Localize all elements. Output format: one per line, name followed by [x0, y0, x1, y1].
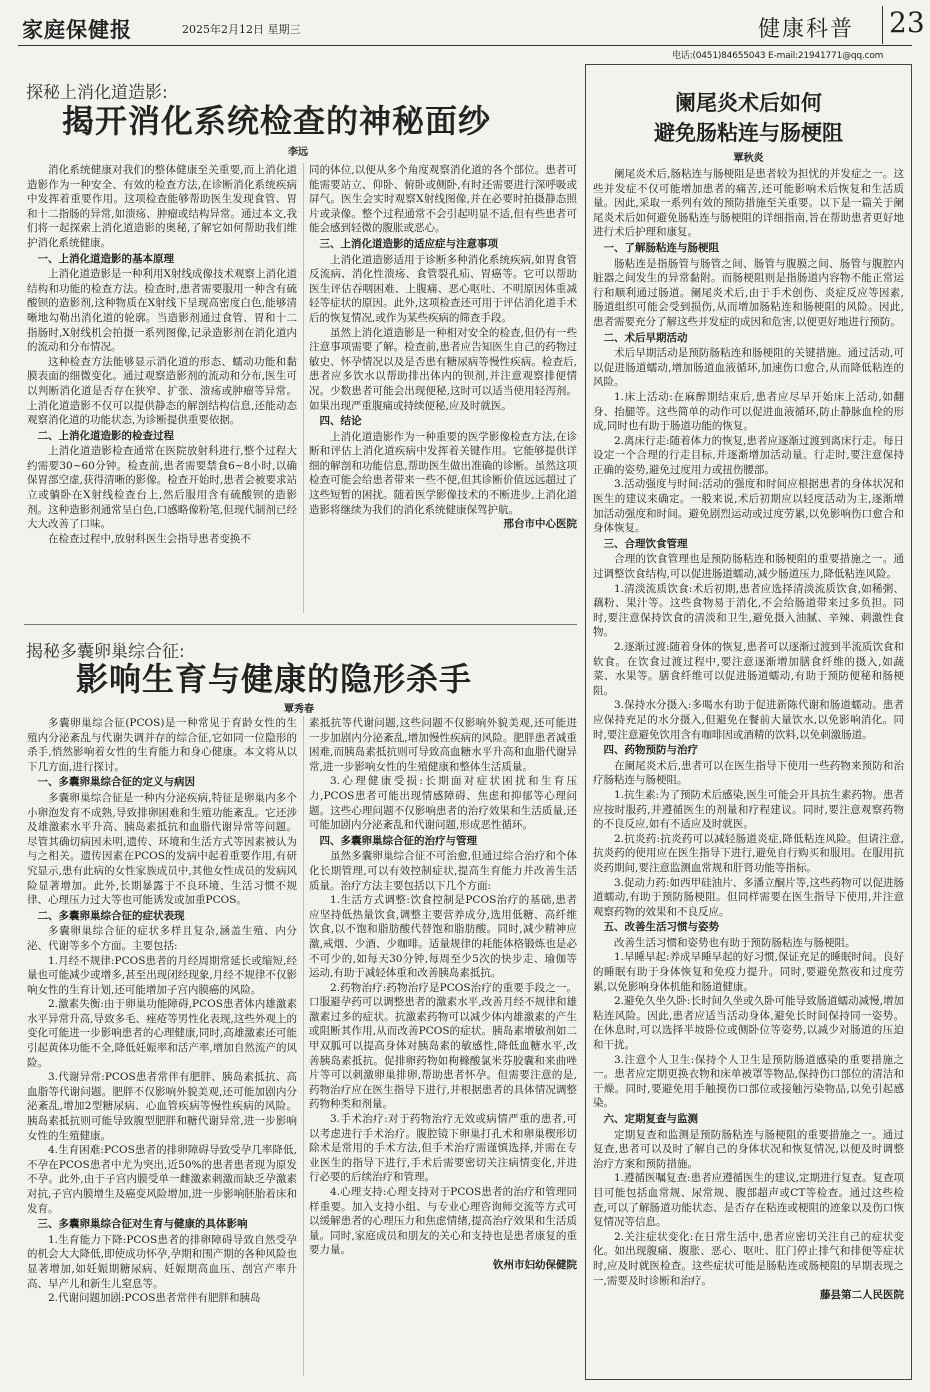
article3-title-line1: 阑尾炎术后如何 — [675, 90, 822, 115]
source-hospital: 藤县第二人民医院 — [820, 1289, 904, 1302]
paragraph: 虽然上消化道造影是一种相对安全的检查,但仍有一些注意事项需要了解。检查前,患者应告知医生自己的药物过敏史、怀孕情况以及是否患有糖尿病等慢性疾病。检查后,患者应多饮水以帮助排出体内的钡剂,并注意观察排便情况。少数患者可能会出现便秘,这时可以适当使用轻泻剂。如果出现严重腹痛或持续便秘,应及时就医。 — [309, 326, 577, 412]
paragraph: 上消化道造影是一种利用X射线成像技术观察上消化道结构和功能的检查方法。检查时,患者需要服用一种含有硫酸钡的造影剂,这种物质在X射线下呈现高密度白色,能够清晰地勾勒出消化道的轮廓。当造影剂通过食管、胃和十二指肠时,X射线机会拍摄一系列图像,记录造影剂在消化道内的流动和分布情况。 — [27, 268, 297, 354]
contact-info: 电话:(0451)84655043 E-mail:21941771@qq.com — [672, 51, 884, 61]
source-hospital: 邢台市中心医院 — [503, 518, 577, 531]
paragraph: 1.清淡流质饮食:术后初期,患者应选择清淡流质饮食,如稀粥、藕粉、果汁等。这些食物易于消化,不会给肠道带来过多负担。同时,要注意保持饮食的清淡和卫生,避免摄入油腻、辛辣、刺激性食物。 — [593, 582, 904, 639]
subheading: 一、了解肠粘连与肠梗阻 — [603, 241, 719, 254]
newspaper-name: 家庭保健报 — [22, 17, 132, 42]
paragraph: 3.促动力药:如西甲硅油片、多潘立酮片等,这些药物可以促进肠道蠕动,有助于预防肠梗阻。但同样需要在医生指导下使用,并注意观察药物的效果和不良反应。 — [593, 876, 904, 918]
paragraph: 3.活动强度与时间:活动的强度和时间应根据患者的身体状况和医生的建议来确定。一般来说,术后初期应以轻度活动为主,逐渐增加活动强度和时间。避免剧烈运动或过度劳累,以免影响伤口愈合和身体恢复。 — [593, 478, 904, 535]
subheading: 三、多囊卵巢综合征对生育与健康的具体影响 — [37, 1218, 248, 1231]
paragraph: 1.遵循医嘱复查:患者应遵循医生的建议,定期进行复查。复查项目可能包括血常规、尿常规、腹部超声或CT等检查。通过这些检查,可以了解肠道功能状态、是否存在粘连或梗阻的迹象以及伤口恢复情况等信息。 — [593, 1172, 904, 1229]
article1-author: 李远 — [288, 147, 308, 158]
paragraph: 素抵抗等代谢问题,这些问题不仅影响外貌美观,还可能进一步加剧内分泌紊乱,增加慢性疾病的风险。肥胖患者减重困难,而胰岛素抵抗则可导致高血糖水平升高和血脂代谢异常,进一步影响女性的生殖健康和整体生活质量。 — [309, 717, 577, 773]
article3-box — [585, 64, 912, 1380]
paragraph: 2.关注症状变化:在日常生活中,患者应密切关注自己的症状变化。如出现腹痛、腹胀、恶心、呕吐、肛门停止排气和排便等症状时,应及时就医检查。这些症状可能是肠粘连或肠梗阻的早期表现之一,需要及时诊断和治疗。 — [593, 1230, 904, 1287]
paragraph: 1.生育能力下降:PCOS患者的排卵障碍导致自然受孕的机会大大降低,即使成功怀孕,孕期和围产期的各种风险也显著增加,如妊娠期糖尿病、妊娠期高血压、剖宫产率升高、早产儿和新生儿窒息等。 — [27, 1233, 297, 1290]
paragraph: 改善生活习惯和姿势也有助于预防肠粘连与肠梗阻。 — [614, 936, 856, 949]
subheading: 三、合理饮食管理 — [603, 537, 688, 550]
paragraph: 2.离床行走:随着体力的恢复,患者应逐渐过渡到离床行走。每日设定一个合理的行走目标,并逐渐增加活动量。行走时,要注意保持正确的姿势,避免过度用力或扭伤腰部。 — [593, 434, 904, 476]
article2-column-1 — [27, 716, 297, 1376]
paragraph: 2.抗炎药:抗炎药可以减轻肠道炎症,降低粘连风险。但请注意,抗炎药的使用应在医生指导下进行,避免自行购买和服用。在服用抗炎药期间,要注意监测血常规和肝肾功能等指标。 — [593, 832, 904, 874]
paragraph: 2.代谢问题加剧:PCOS患者常伴有肥胖和胰岛 — [48, 1292, 261, 1305]
page-number: 23 — [882, 6, 925, 44]
paragraph: 1.早睡早起:养成早睡早起的好习惯,保证充足的睡眠时间。良好的睡眠有助于身体恢复和免疫力提升。同时,要避免熬夜和过度劳累,以免影响身体机能和肠道健康。 — [593, 951, 904, 993]
article-divider — [24, 624, 577, 625]
paragraph: 3.心理健康受损:长期面对症状困扰和生育压力,PCOS患者可能出现情感障碍、焦虑和抑郁等心理问题。这些心理问题不仅影响患者的治疗效果和生活质量,还可能加剧内分泌紊乱和代谢问题,形成恶性循环。 — [309, 775, 577, 832]
subheading: 一、多囊卵巢综合征的定义与病因 — [37, 776, 195, 789]
article2-column-2 — [309, 716, 577, 1376]
subheading: 二、上消化道造影的检查过程 — [37, 429, 174, 442]
column-divider — [303, 163, 304, 613]
paragraph: 术后早期活动是预防肠粘连和肠梗阻的关键措施。通过活动,可以促进肠道蠕动,增加肠道血液循环,加速伤口愈合,从而降低粘连的风险。 — [593, 347, 904, 389]
subheading: 二、多囊卵巢综合征的症状表现 — [37, 909, 185, 922]
subheading: 三、上消化道造影的适应症与注意事项 — [319, 237, 498, 250]
paragraph: 2.避免久坐久卧:长时间久坐或久卧可能导致肠道蠕动减慢,增加粘连风险。因此,患者应适当活动身体,避免长时间保持同一姿势。在休息时,可以选择半坡卧位或侧卧位等姿势,以减少对肠道的压迫和干扰。 — [593, 995, 904, 1052]
article1-column-1 — [27, 163, 297, 613]
paragraph: 阑尾炎术后,肠粘连与肠梗阻是患者较为担忧的并发症之一。这些并发症不仅可能增加患者的痛苦,还可能影响术后恢复和生活质量。因此,采取一系列有效的预防措施至关重要。以下是一篇关于阑尾炎术后如何避免肠粘连与肠梗阻的详细指南,旨在帮助患者更好地进行术后护理和康复。 — [593, 168, 904, 239]
paragraph: 消化系统健康对我们的整体健康至关重要,而上消化道造影作为一种安全、有效的检查方法,在诊断消化系统疾病中发挥着重要作用。这项检查能够帮助医生发现食管、胃和十二指肠的异常,如溃疡、肿瘤或结构异常。通过本文,我们将一起探索上消化道造影的奥秘,了解它如何帮助我们维护消化系统健康。 — [27, 164, 297, 249]
article1-kicker: 探秘上消化道造影: — [26, 83, 168, 103]
paragraph: 1.生活方式调整:饮食控制是PCOS治疗的基础,患者应坚持低热量饮食,调整主要营养成分,选用低糖、高纤维饮食,以不饱和脂肪酸代替饱和脂肪酸。同时,减少精神应激,戒烟、少酒、少咖啡。适量规律的耗能体格锻炼也是必不可少的,如每天30分钟,每周至少5次的快步走、瑜伽等运动,有助于减轻体重和改善胰岛素抵抗。 — [309, 894, 577, 980]
paragraph: 多囊卵巢综合征(PCOS)是一种常见于育龄女性的生殖内分泌紊乱与代谢失调并存的综合征,它如同一位隐形的杀手,悄然影响着女性的生育能力和身心健康。本文将从以下几方面,进行探讨。 — [27, 717, 297, 773]
article3-body — [593, 167, 904, 1373]
paragraph: 4.心理支持:心理支持对于PCOS患者的治疗和管理同样重要。加入支持小组、与专业心理咨询师交流等方式可以缓解患者的心理压力和焦虑情绪,提高治疗效果和生活质量。同时,家庭成员和朋友的关心和支持也是患者康复的重要力量。 — [309, 1186, 577, 1257]
paragraph: 3.保持水分摄入:多喝水有助于促进新陈代谢和肠道蠕动。患者应保持充足的水分摄入,但避免在餐前大量饮水,以免影响消化。同时,要注意避免饮用含有咖啡因或酒精的饮料,以免刺激肠道。 — [593, 699, 904, 741]
paragraph: 肠粘连是指肠管与肠管之间、肠管与腹膜之间、肠管与腹腔内脏器之间发生的异常黏附。而肠梗阻则是指肠道内容物不能正常运行和顺利通过肠道。阑尾炎术后,由于手术创伤、炎症反应等因素,肠道组织可能会受到损伤,从而增加肠粘连和肠梗阻的风险。因此,患者需要充分了解这些并发症的成因和危害,以便更好地进行预防。 — [593, 257, 904, 328]
paragraph: 3.代谢异常:PCOS患者常伴有肥胖、胰岛素抵抗、高血脂等代谢问题。肥胖不仅影响外貌美观,还可能加剧内分泌紊乱,增加2型糖尿病、心血管疾病等慢性疾病的风险。胰岛素抵抗则可能导致腹型肥胖和糖代谢异常,进一步影响女性的生殖健康。 — [27, 1071, 297, 1142]
paragraph: 同的体位,以便从多个角度观察消化道的各个部位。患者可能需要站立、仰卧、俯卧或侧卧,有时还需要进行深呼吸或屏气。医生会实时观察X射线图像,并在必要时拍摄静态照片或录像。整个过程通常不会引起明显不适,但有些患者可能会感到轻微的腹胀或恶心。 — [309, 164, 577, 235]
subheading: 二、术后早期活动 — [603, 331, 688, 344]
issue-date: 2025年2月12日 星期三 — [182, 23, 301, 36]
paragraph: 4.生育困难:PCOS患者的排卵障碍导致受孕几率降低,不孕在PCOS患者中尤为突出,近50%的患者患者现为原发不孕。此外,由于子宫内膜受单一雌激素刺激而缺乏孕激素对抗,子宫内膜增生及癌变风险增加,进一步影响胚胎着床和发育。 — [27, 1144, 297, 1215]
article1-headline: 揭开消化系统检查的神秘面纱 — [62, 102, 492, 140]
paragraph: 3.手术治疗:对于药物治疗无效或病情严重的患者,可以考虑进行手术治疗。腹腔镜下卵巢打孔术和卵巢楔形切除术是常用的手术方法,但手术治疗需谨慎选择,并需在专业医生的指导下进行,手术后需要密切关注病情变化,并进行必要的后续治疗和管理。 — [309, 1113, 577, 1184]
paragraph: 上消化道造影检查通常在医院放射科进行,整个过程大约需要30~60分钟。检查前,患者需要禁食6~8小时,以确保胃部空虚,获得清晰的影像。检查开始时,患者会被要求站立或躺卧在X射线检查台上,然后服用含有硫酸钡的造影剂。这种造影剂通常呈白色,口感略像粉笔,但现代制剂已经大大改善了口味。 — [27, 445, 297, 531]
paragraph: 1.月经不规律:PCOS患者的月经周期常延长或缩短,经量也可能减少或增多,甚至出现闭经现象,月经不规律不仅影响女性的生育计划,还可能增加子宫内膜癌的风险。 — [27, 954, 297, 996]
source-hospital: 钦州市妇幼保健院 — [493, 1258, 577, 1271]
paragraph: 上消化道造影适用于诊断多种消化系统疾病,如胃食管反流病、消化性溃疡、食管裂孔疝、胃癌等。它可以帮助医生评估吞咽困难、上腹痛、恶心呕吐、不明原因体重减轻等症状的原因。此外,这项检查还可用于评估消化道手术后的恢复情况,或作为某些疾病的筛查手段。 — [309, 253, 577, 324]
paragraph: 虽然多囊卵巢综合征不可治愈,但通过综合治疗和个体化长期管理,可以有效控制症状,提高生育能力并改善生活质量。治疗方法主要包括以下几个方面: — [309, 850, 577, 892]
paragraph: 合理的饮食管理也是预防肠粘连和肠梗阻的重要措施之一。通过调整饮食结构,可以促进肠道蠕动,减少肠道压力,降低粘连风险。 — [593, 553, 904, 581]
paragraph: 1.抗生素:为了预防术后感染,医生可能会开具抗生素药物。患者应按时服药,并遵循医生的剂量和疗程建议。同时,要注意观察药物的不良反应,如有不适应及时就医。 — [593, 788, 904, 831]
paragraph: 3.注意个人卫生:保持个人卫生是预防肠道感染的重要措施之一。患者应定期更换衣物和床单被罩等物品,保持伤口部位的清洁和干燥。同时,要避免用手触摸伤口部位或接触污染物品,以免引起感染。 — [593, 1053, 904, 1110]
paragraph: 2.药物治疗:药物治疗是PCOS治疗的重要手段之一。口服避孕药可以调整患者的激素水平,改善月经不规律和雄激素过多的症状。抗激素药物可以减少体内雄激素的产生或阻断其作用,从而改善PCOS的症状。胰岛素增敏剂如二甲双胍可以提高身体对胰岛素的敏感性,降低血糖水平,改善胰岛素抵抗。促排卵药物如枸橼酸氯米芬胶囊和来曲唑片等可以刺激卵巢排卵,帮助患者怀孕。但需要注意的是,药物治疗应在医生指导下进行,并根据患者的具体情况调整药物种类和剂量。 — [309, 981, 577, 1111]
paragraph: 多囊卵巢综合征是一种内分泌疾病,特征是卵巢内多个小卵泡发育不成熟,导致排卵困难和生殖功能紊乱。它还涉及雄激素水平升高、胰岛素抵抗和血脂代谢异常等问题。尽管其确切病因未明,遗传、环境和生活方式等因素被认为与之相关。遗传因素在PCOS的发病中起着重要作用,有研究显示,患有此病的女性家族成员中,其他女性成员的发病风险显著增加。此外,长期暴露于不良环境、生活习惯不规律、心理压力过大等也可能诱发或加重PCOS。 — [27, 791, 297, 907]
paragraph: 2.逐渐过渡:随着身体的恢复,患者可以逐渐过渡到半流质饮食和软食。在饮食过渡过程中,要注意逐渐增加膳食纤维的摄入,如蔬菜、水果等。膳食纤维可以促进肠道蠕动,有助于预防便秘和肠梗阻。 — [593, 641, 904, 697]
paragraph: 2.激素失衡:由于卵巢功能障碍,PCOS患者体内雄激素水平异常升高,导致多毛、痤疮等男性化表现,这些外观上的变化可能进一步影响患者的心理健康,同时,高雄激素还可能引起黄体功能不全,降低妊娠率和活产率,增加自然流产的风险。 — [27, 998, 297, 1069]
subheading: 四、药物预防与治疗 — [603, 744, 698, 757]
column-divider — [303, 716, 304, 1376]
subheading: 四、多囊卵巢综合征的治疗与管理 — [319, 834, 477, 847]
page-header — [18, 6, 925, 46]
subheading: 四、结论 — [319, 415, 362, 428]
article3-title-line2: 避免肠粘连与肠梗阻 — [654, 120, 843, 145]
subheading: 一、上消化道造影的基本原理 — [37, 252, 174, 265]
article2-headline: 影响生育与健康的隐形杀手 — [76, 660, 473, 698]
article2-kicker: 揭秘多囊卵巢综合征: — [26, 642, 185, 662]
paragraph: 在检查过程中,放射科医生会指导患者变换不 — [48, 532, 251, 545]
article3-author: 覃秋炎 — [733, 153, 764, 164]
paragraph: 这种检查方法能够显示消化道的形态、蠕动功能和黏膜表面的细微变化。通过观察造影剂的流动和分布,医生可以判断消化道是否存在狭窄、扩张、溃疡或肿瘤等异常。上消化道造影不仅可以提供静态的解剖结构信息,还能动态观察消化道的功能状态,为诊断提供重要依据。 — [27, 355, 297, 427]
article2-author: 覃秀春 — [284, 704, 314, 715]
section-title: 健康科普 — [758, 17, 855, 42]
paragraph: 定期复查和监测是预防肠粘连与肠梗阻的重要措施之一。通过复查,患者可以及时了解自己的身体状况和恢复情况,以便及时调整治疗方案和预防措施。 — [593, 1128, 904, 1170]
paragraph: 上消化道造影作为一种重要的医学影像检查方法,在诊断和评估上消化道疾病中发挥着关键作用。它能够提供详细的解剖和功能信息,帮助医生做出准确的诊断。虽然这项检查可能会给患者带来一些不便,但其诊断价值远远超过了这些短暂的困扰。随着医学影像技术的不断进步,上消化道造影将继续为我们的消化系统健康保驾护航。 — [309, 430, 577, 516]
paragraph: 在阑尾炎术后,患者可以在医生指导下使用一些药物来预防和治疗肠粘连与肠梗阻。 — [593, 759, 904, 787]
paragraph: 多囊卵巢综合征的症状多样且复杂,涵盖生殖、内分泌、代谢等多个方面。主要包括: — [27, 925, 297, 952]
subheading: 六、定期复查与监测 — [603, 1113, 698, 1125]
subheading: 五、改善生活习惯与姿势 — [603, 921, 719, 934]
article1-column-2 — [309, 163, 577, 613]
paragraph: 1.床上活动:在麻醉期结束后,患者应尽早开始床上活动,如翻身、抬腿等。这些简单的动作可以促进血液循环,防止静脉血栓的形成,同时也有助于肠道功能的恢复。 — [593, 390, 904, 433]
